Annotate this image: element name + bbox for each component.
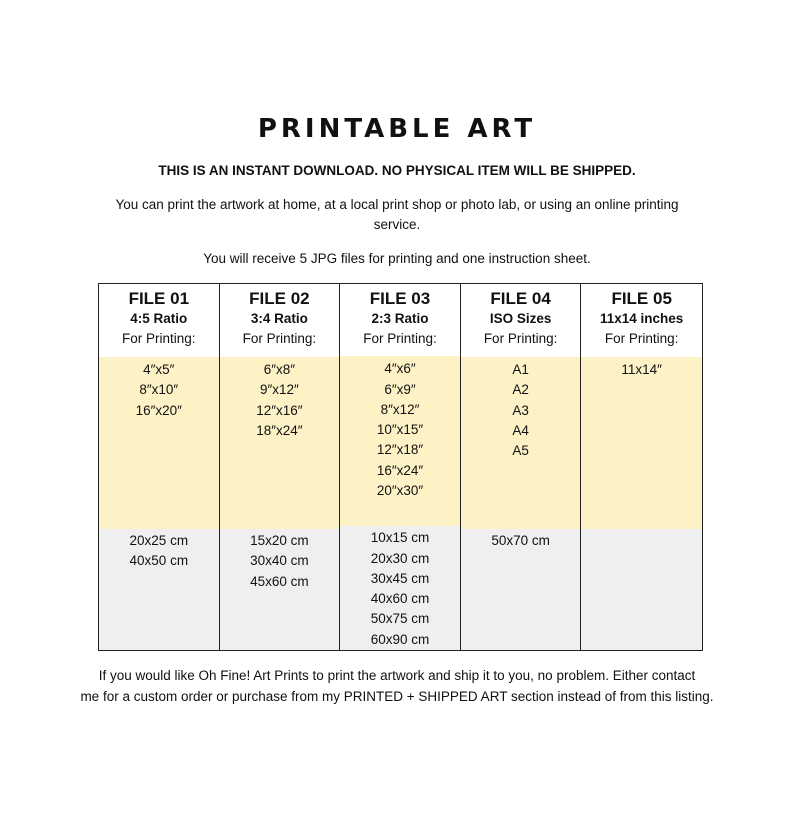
- inch-size: 8″x12″: [380, 401, 420, 417]
- inch-size: A3: [512, 402, 529, 418]
- file-column-header: [220, 284, 340, 357]
- file-sizes-table: [98, 283, 703, 651]
- file-name: FILE 04: [490, 289, 551, 308]
- footer-line-2: me for a custom order or purchase from my PRINTED + SHIPPED ART section instead of from this listing.: [80, 689, 714, 704]
- footer-line-1: If you would like Oh Fine! Art Prints to print the artwork and ship it to you, no problem. Either contact: [98, 668, 696, 683]
- cm-sizes-cell: [461, 529, 581, 650]
- cm-sizes-cell: [581, 529, 702, 650]
- file-column: [461, 284, 582, 650]
- cm-size: 50x70 cm: [491, 533, 550, 548]
- inch-sizes-cell: [340, 356, 460, 526]
- file-column: [340, 284, 461, 650]
- footer-note: [40, 665, 754, 707]
- inch-sizes-cell: [461, 357, 581, 529]
- file-column-header: [99, 284, 219, 357]
- cm-size: 60x90 cm: [370, 631, 430, 647]
- cm-sizes-cell: [99, 529, 219, 650]
- download-notice: THIS IS AN INSTANT DOWNLOAD. NO PHYSICAL ITEM WILL BE SHIPPED.: [158, 163, 636, 178]
- cm-sizes-cell: [340, 526, 460, 650]
- inch-size: A2: [512, 382, 529, 398]
- cm-size: 40x60 cm: [370, 591, 430, 607]
- for-printing-label: For Printing:: [242, 331, 317, 346]
- inch-size: 16″x24″: [376, 462, 424, 478]
- for-printing-label: For Printing:: [363, 331, 437, 346]
- inch-size: 8″x10″: [139, 382, 179, 398]
- file-name: FILE 05: [611, 289, 672, 308]
- inch-sizes-cell: [99, 357, 219, 529]
- inch-size: A4: [512, 422, 529, 438]
- file-name: FILE 03: [369, 289, 431, 308]
- file-ratio: 11x14 inches: [600, 311, 684, 326]
- page-title: PRINTABLE ART: [257, 114, 537, 144]
- file-ratio: 2:3 Ratio: [371, 311, 429, 326]
- for-printing-label: For Printing:: [122, 331, 196, 346]
- inch-size: 4″x5″: [143, 362, 175, 377]
- file-name: FILE 01: [128, 289, 190, 308]
- inch-sizes-cell: [220, 357, 340, 529]
- file-column-header: [461, 284, 581, 357]
- cm-size: 20x25 cm: [129, 533, 189, 548]
- cm-size: 40x50 cm: [129, 553, 189, 569]
- inch-sizes-cell: [581, 357, 702, 529]
- inch-size: 12″x16″: [256, 402, 303, 418]
- inch-size: 9″x12″: [259, 382, 299, 398]
- inch-size: 6″x8″: [263, 362, 296, 377]
- for-printing-label: For Printing:: [604, 331, 679, 346]
- cm-size: 30x40 cm: [250, 553, 309, 569]
- file-ratio: 4:5 Ratio: [130, 311, 188, 326]
- inch-size: A5: [512, 443, 529, 459]
- cm-size: 15x20 cm: [250, 533, 309, 548]
- cm-size: 45x60 cm: [250, 573, 309, 589]
- file-column: [99, 284, 220, 650]
- inch-size: 12″x18″: [376, 442, 424, 458]
- inch-size: 20″x30″: [376, 482, 424, 498]
- file-column-header: [340, 284, 460, 356]
- file-name: FILE 02: [249, 289, 310, 308]
- inch-size: 4″x6″: [384, 361, 416, 377]
- for-printing-label: For Printing:: [483, 331, 558, 346]
- printing-intro: You can print the artwork at home, at a local print shop or photo lab, or using an online printing service.: [115, 197, 679, 232]
- files-received-note: You will receive 5 JPG files for printing and one instruction sheet.: [203, 251, 591, 266]
- file-column-header: [581, 284, 702, 357]
- inch-size: 6″x9″: [384, 381, 416, 397]
- file-ratio: ISO Sizes: [489, 311, 552, 326]
- cm-size: 20x30 cm: [370, 550, 430, 566]
- cm-size: 50x75 cm: [370, 611, 430, 627]
- inch-size: 11x14″: [621, 362, 662, 377]
- file-column: [220, 284, 341, 650]
- inch-size: A1: [512, 362, 529, 377]
- cm-size: 30x45 cm: [370, 570, 430, 586]
- file-column: [581, 284, 702, 650]
- inch-size: 18″x24″: [256, 422, 303, 438]
- file-ratio: 3:4 Ratio: [250, 311, 308, 326]
- cm-sizes-cell: [220, 529, 340, 650]
- inch-size: 10″x15″: [376, 422, 424, 438]
- cm-size: 10x15 cm: [370, 530, 430, 546]
- inch-size: 16″x20″: [135, 402, 182, 418]
